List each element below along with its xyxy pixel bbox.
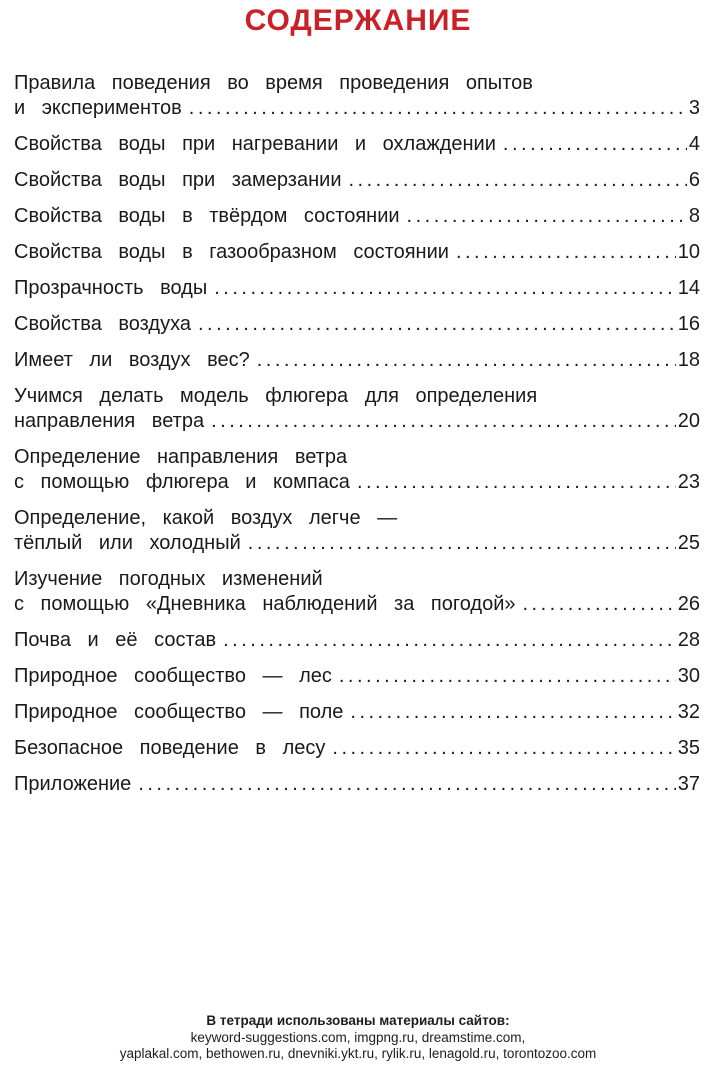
toc-line — [14, 664, 700, 689]
toc-entry — [14, 168, 700, 193]
toc-line — [14, 132, 700, 157]
toc-leader-dots — [339, 664, 676, 689]
toc-entry-title: Прозрачность воды — [14, 277, 208, 299]
toc-entry — [14, 628, 700, 653]
toc-leader-dots — [138, 772, 675, 797]
toc-entry-title: Определение, какой воздух легче — — [14, 507, 398, 529]
toc-page-number: 18 — [677, 349, 700, 371]
toc-leader-dots — [214, 276, 676, 301]
page-title: СОДЕРЖАНИЕ — [244, 4, 472, 37]
toc-page-number: 25 — [677, 532, 700, 554]
toc-leader-dots — [407, 204, 687, 229]
toc-line — [14, 531, 700, 556]
toc-line — [14, 204, 700, 229]
toc-entry — [14, 772, 700, 797]
footer-heading: В тетради использованы материалы сайтов: — [206, 1013, 510, 1028]
toc-entry-title: Изучение погодных изменений — [14, 568, 323, 590]
toc-page-number: 3 — [688, 97, 700, 119]
toc-entry-title: Учимся делать модель флюгера для определения — [14, 385, 538, 407]
toc-entry-title: Свойства воды в газообразном состоянии — [14, 241, 449, 263]
toc-page-number: 35 — [677, 737, 700, 759]
toc-line — [14, 348, 700, 373]
toc-line — [14, 312, 700, 337]
toc-page-number: 4 — [688, 133, 700, 155]
toc-line — [14, 772, 700, 797]
toc-entry — [14, 348, 700, 373]
toc-page-number: 26 — [677, 593, 700, 615]
toc-leader-dots — [522, 592, 675, 617]
toc-leader-dots — [198, 312, 676, 337]
toc-line — [14, 240, 700, 265]
toc-leader-dots — [211, 409, 676, 434]
toc-entry-title: Безопасное поведение в лесу — [14, 737, 326, 759]
toc-line — [14, 384, 700, 409]
toc-entry-title: Свойства воды при нагревании и охлаждении — [14, 133, 496, 155]
toc-entry — [14, 204, 700, 229]
toc-list — [14, 71, 700, 808]
toc-entry — [14, 445, 700, 495]
toc-entry — [14, 71, 700, 121]
toc-line — [14, 168, 700, 193]
footer-sites-line-2: yaplakal.com, bethowen.ru, dnevniki.ykt.ru, rylik.ru, lenagold.ru, torontozoo.com — [119, 1046, 597, 1061]
toc-line — [14, 592, 700, 617]
toc-page-number: 32 — [677, 701, 700, 723]
toc-leader-dots — [332, 736, 675, 761]
toc-line — [14, 470, 700, 495]
toc-entry — [14, 700, 700, 725]
toc-page-number: 14 — [677, 277, 700, 299]
toc-entry-title: Природное сообщество — поле — [14, 701, 344, 723]
toc-entry — [14, 736, 700, 761]
toc-line — [14, 506, 700, 531]
toc-page-number: 10 — [677, 241, 700, 263]
toc-line — [14, 96, 700, 121]
toc-entry — [14, 132, 700, 157]
toc-line — [14, 628, 700, 653]
toc-entry-title: Свойства воздуха — [14, 313, 191, 335]
toc-entry-title: Приложение — [14, 773, 132, 795]
toc-entry-title: и экспериментов — [14, 97, 182, 119]
toc-entry-title: Почва и её состав — [14, 629, 217, 651]
toc-leader-dots — [223, 628, 676, 653]
toc-line — [14, 409, 700, 434]
toc-entry-title: Правила поведения во время проведения опытов — [14, 72, 533, 94]
toc-entry — [14, 506, 700, 556]
toc-leader-dots — [357, 470, 676, 495]
toc-entry-title: тёплый или холодный — [14, 532, 241, 554]
footer — [0, 1013, 716, 1063]
toc-entry-title: Имеет ли воздух вес? — [14, 349, 250, 371]
footer-sites-line-1: keyword-suggestions.com, imgpng.ru, dreamstime.com, — [190, 1029, 526, 1045]
toc-entry-title: направления ветра — [14, 410, 205, 432]
toc-page-number: 6 — [688, 169, 700, 191]
toc-leader-dots — [349, 168, 687, 193]
toc-line — [14, 567, 700, 592]
toc-line — [14, 700, 700, 725]
toc-entry-title: Свойства воды в твёрдом состоянии — [14, 205, 400, 227]
toc-entry — [14, 276, 700, 301]
toc-entry — [14, 384, 700, 434]
toc-line — [14, 445, 700, 470]
toc-entry — [14, 312, 700, 337]
toc-line — [14, 736, 700, 761]
toc-line — [14, 71, 700, 96]
toc-leader-dots — [189, 96, 687, 121]
toc-entry-title: с помощью флюгера и компаса — [14, 471, 350, 493]
toc-entry — [14, 664, 700, 689]
toc-page-number: 20 — [677, 410, 700, 432]
toc-leader-dots — [248, 531, 676, 556]
toc-page-number: 28 — [677, 629, 700, 651]
toc-page-number: 23 — [677, 471, 700, 493]
toc-entry-title: Определение направления ветра — [14, 446, 348, 468]
toc-leader-dots — [257, 348, 676, 373]
toc-entry-title: Свойства воды при замерзании — [14, 169, 342, 191]
toc-leader-dots — [456, 240, 676, 265]
toc-leader-dots — [503, 132, 687, 157]
toc-page-number: 37 — [677, 773, 700, 795]
toc-page-number: 30 — [677, 665, 700, 687]
toc-leader-dots — [350, 700, 675, 725]
toc-entry — [14, 240, 700, 265]
toc-line — [14, 276, 700, 301]
toc-page-number: 8 — [688, 205, 700, 227]
toc-page-number: 16 — [677, 313, 700, 335]
toc-entry-title: с помощью «Дневника наблюдений за погодой» — [14, 593, 516, 615]
toc-entry-title: Природное сообщество — лес — [14, 665, 332, 687]
toc-entry — [14, 567, 700, 617]
